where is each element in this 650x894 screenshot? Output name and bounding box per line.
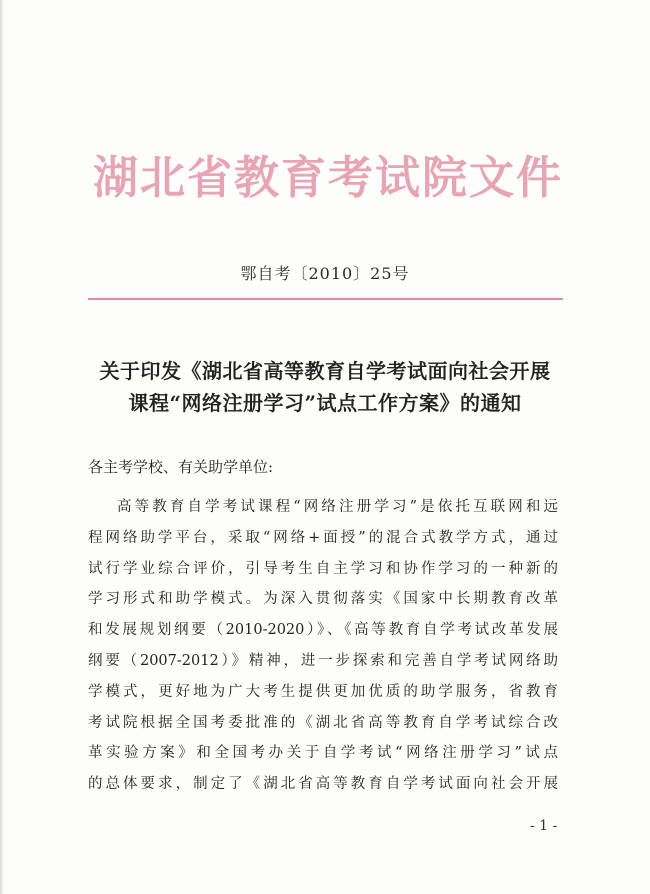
notice-title-line-2: 课程“网络注册学习”试点工作方案》的通知 [128,391,522,415]
salutation: 各主考学校、有关助学单位: [88,458,274,476]
scan-edge-shadow [0,0,4,894]
masthead-title: 湖北省教育考试院文件 [92,151,563,204]
document-number: 鄂自考〔2010〕25号 [240,264,410,283]
body-line: 程网络助学平台，采取“网络+面授”的混合式教学方式，通过 [88,529,558,546]
body-line: 学模式，更好地为广大考生提供更加优质的助学服务，省教育 [88,683,558,700]
body-line: 学习形式和助学模式。为深入贯彻落实《国家中长期教育改革 [88,591,558,608]
body-line: 试行学业综合评价，引导考生自主学习和协作学习的一种新的 [88,560,558,577]
page-number: - 1 - [530,818,558,834]
body-line: 革实验方案》和全国考办关于自学考试“网络注册学习”试点 [88,745,558,762]
body-line: 纲要（2007-2012）》精神，进一步探索和完善自学考试网络助 [88,652,558,669]
body-line: 高等教育自学考试课程“网络注册学习”是依托互联网和远 [117,499,558,515]
body-line: 考试院根据全国考委批准的《湖北省高等教育自学考试综合改 [88,714,558,731]
notice-title [60,355,590,419]
notice-title-line-1: 关于印发《湖北省高等教育自学考试面向社会开展 [99,359,551,383]
body-line: 和发展规划纲要（2010-2020）》、《高等教育自学考试改革发展 [88,622,558,639]
body-text [88,492,558,800]
red-divider-rule [88,298,563,300]
body-line: 的总体要求，制定了《湖北省高等教育自学考试面向社会开展 [88,776,558,793]
